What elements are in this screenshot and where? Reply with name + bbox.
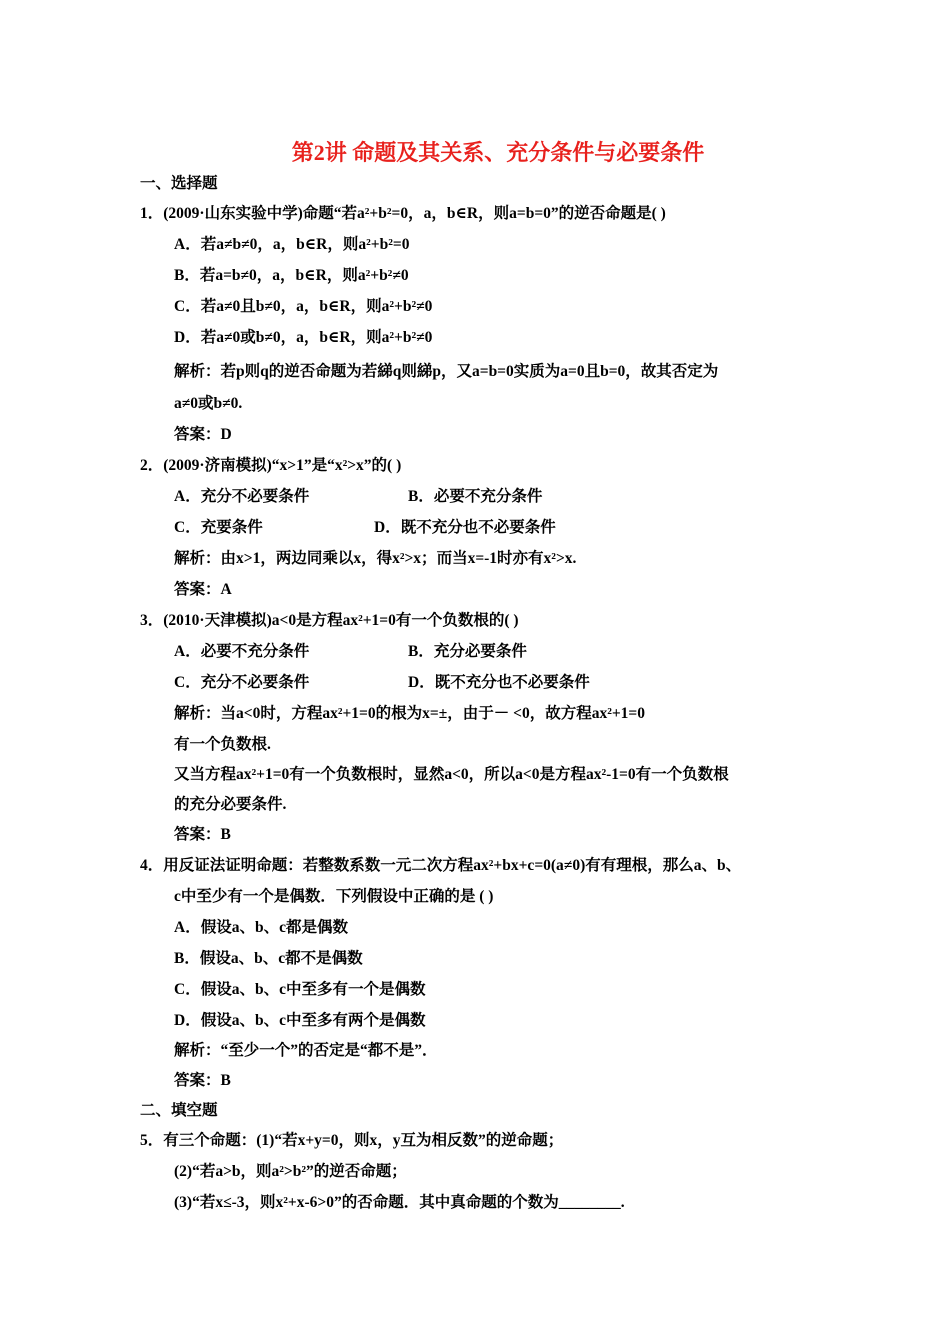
- question-2-stem: 2．(2009·济南模拟)“x>1”是“x²>x”的( ): [140, 457, 402, 474]
- question-5-item-2: (2)“若a>b，则a²>b²”的逆否命题；: [174, 1163, 407, 1180]
- question-1-option-b: B．若a=b≠0，a，b∈R，则a²+b²≠0: [174, 267, 409, 284]
- question-1-answer: 答案：D: [174, 426, 232, 443]
- question-4-option-d: D．假设a、b、c中至多有两个是偶数: [174, 1012, 426, 1029]
- question-5-stem: 5．有三个命题：(1)“若x+y=0，则x，y互为相反数”的逆命题；: [140, 1132, 564, 1149]
- question-4-answer: 答案：B: [174, 1072, 231, 1089]
- question-2-option-b: B．必要不充分条件: [408, 488, 543, 505]
- question-4-option-a: A．假设a、b、c都是偶数: [174, 919, 348, 936]
- question-4-stem: 4．用反证法证明命题：若整数系数一元二次方程ax²+bx+c=0(a≠0)有有理根，那么a、b、: [140, 857, 742, 874]
- question-3-option-b: B．充分必要条件: [408, 643, 527, 660]
- question-1-stem: 1．(2009·山东实验中学)命题“若a²+b²=0，a，b∈R，则a=b=0”的逆否命题是( ): [140, 205, 666, 222]
- question-4-analysis: 解析：“至少一个”的否定是“都不是”．: [174, 1042, 438, 1059]
- question-1-analysis: 解析：若p则q的逆否命题为若綈q则綈p，又a=b=0实质为a=0且b=0，故其否定为: [174, 363, 719, 380]
- question-1-analysis-cont: a≠0或b≠0.: [174, 395, 243, 412]
- question-1-option-a: A．若a≠b≠0，a，b∈R，则a²+b²=0: [174, 236, 410, 253]
- question-3-analysis-cont-2: 又当方程ax²+1=0有一个负数根时，显然a<0，所以a<0是方程ax²-1=0有一个负数根: [174, 766, 729, 783]
- question-3-option-d: D．既不充分也不必要条件: [408, 674, 590, 691]
- question-3-stem: 3．(2010·天津模拟)a<0是方程ax²+1=0有一个负数根的( ): [140, 612, 519, 629]
- question-3-analysis-cont: 有一个负数根.: [174, 736, 271, 753]
- section-heading-fill: 二、填空题: [140, 1102, 218, 1119]
- question-2-option-d: D．既不充分也不必要条件: [374, 519, 556, 536]
- question-4-stem-cont: c中至少有一个是偶数．下列假设中正确的是 ( ): [174, 888, 494, 905]
- question-4-option-b: B．假设a、b、c都不是偶数: [174, 950, 363, 967]
- question-2-option-a: A．充分不必要条件: [174, 488, 310, 505]
- question-1-option-d: D．若a≠0或b≠0，a，b∈R，则a²+b²≠0: [174, 329, 433, 346]
- question-3-option-a: A．必要不充分条件: [174, 643, 310, 660]
- section-heading-choice: 一、选择题: [140, 175, 218, 192]
- question-3-analysis: 解析：当a<0时，方程ax²+1=0的根为x=±，由于－ <0，故方程ax²+1=0: [174, 705, 646, 722]
- question-3-option-c: C．充分不必要条件: [174, 674, 310, 691]
- question-3-answer: 答案：B: [174, 826, 231, 843]
- question-2-answer: 答案：A: [174, 581, 232, 598]
- question-1-option-c: C．若a≠0且b≠0，a，b∈R，则a²+b²≠0: [174, 298, 433, 315]
- page-title: 第2讲 命题及其关系、充分条件与必要条件: [291, 140, 705, 165]
- question-5-item-3: (3)“若x≤-3，则x²+x-6>0”的否命题．其中真命题的个数为________.: [174, 1194, 625, 1211]
- question-2-analysis: 解析：由x>1，两边同乘以x，得x²>x；而当x=-1时亦有x²>x.: [174, 550, 577, 567]
- question-2-option-c: C．充要条件: [174, 519, 263, 536]
- question-4-option-c: C．假设a、b、c中至多有一个是偶数: [174, 981, 426, 998]
- question-3-analysis-cont-3: 的充分必要条件.: [174, 796, 287, 813]
